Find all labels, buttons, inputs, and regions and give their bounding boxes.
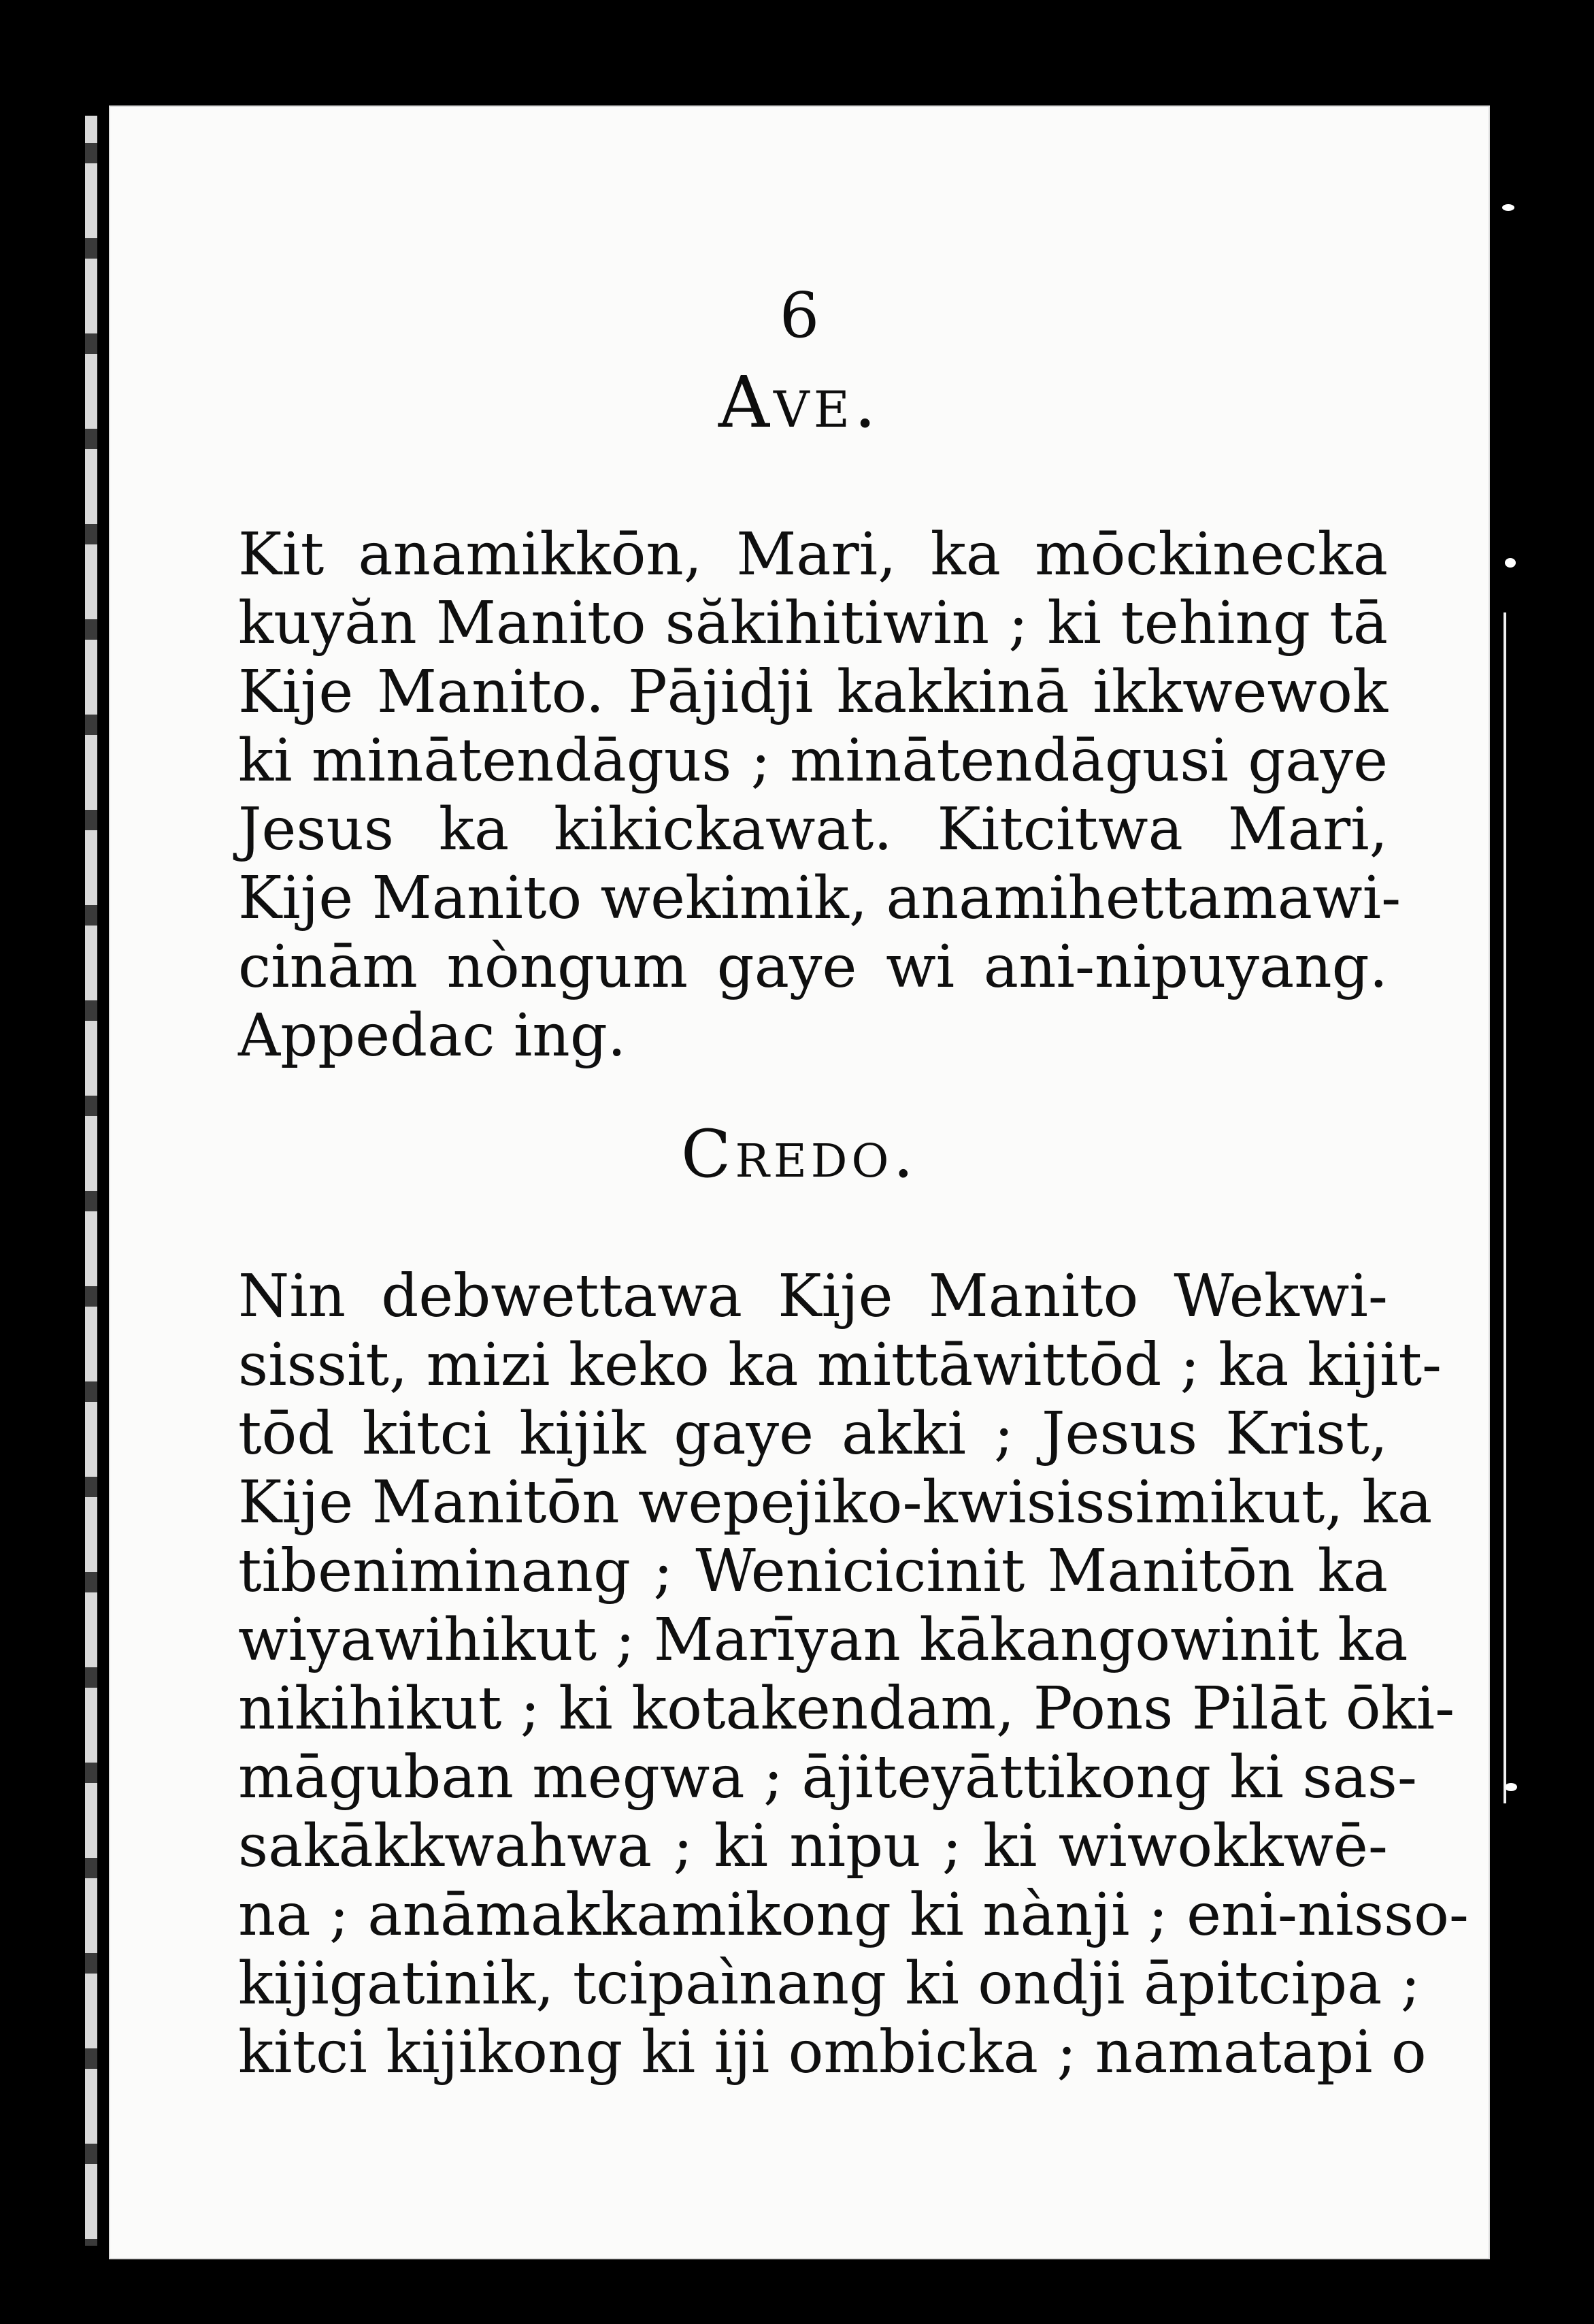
text-line: Kije Manitōn wepejiko-kwisissimikut, ka <box>238 1469 1433 1537</box>
text-line: Kije Manito wekimik, anamihettamawi- <box>238 864 1401 932</box>
book-page <box>109 105 1490 2259</box>
text-line: Nin debwettawa Kije Manito Wekwi- <box>238 1262 1388 1330</box>
text-line: na ; anāmakkamikong ki nànji ; eni-nisso- <box>238 1881 1469 1949</box>
text-line: nikihikut ; ki kotakendam, Pons Pilāt ōki- <box>238 1675 1455 1743</box>
text-line: Jesus ka kikickawat. Kitcitwa Mari, <box>238 796 1388 864</box>
text-line: wiyawihikut ; Marīyan kākangowinit ka <box>238 1606 1408 1674</box>
text-line: tibeniminang ; Wenicicinit Manitōn ka <box>238 1537 1388 1605</box>
print-speck <box>1502 204 1514 211</box>
text-line: māguban megwa ; ājiteyāttikong ki sas- <box>238 1744 1417 1812</box>
text-line: Appedac ing. <box>238 1002 627 1070</box>
text-line: sissit, mizi keko ka mittāwittōd ; ka kijit- <box>238 1331 1442 1399</box>
print-speck <box>1505 558 1516 568</box>
page-number: 6 <box>779 279 820 352</box>
ave-paragraph <box>238 521 1401 1070</box>
book-binding-edge <box>85 116 97 2246</box>
text-line: tōd kitci kijik gaye akki ; Jesus Krist, <box>238 1400 1388 1468</box>
text-line: kijigatinik, tcipaìnang ki ondji āpitcipa ; <box>238 1950 1421 2018</box>
credo-heading: Credo. <box>681 1116 918 1192</box>
credo-paragraph <box>238 1262 1469 2087</box>
page-edge-rule <box>1504 612 1506 1803</box>
text-line: kitci kijikong ki iji ombicka ; namatapi o <box>238 2018 1427 2086</box>
text-line: kuyăn Manito săkihitiwin ; ki tehing tā <box>238 589 1388 657</box>
text-line: Kit anamikkōn, Mari, ka mōckinecka <box>238 521 1388 589</box>
text-line: cinām nòngum gaye wi ani-nipuyang. <box>238 933 1388 1001</box>
print-speck <box>1505 1783 1517 1791</box>
text-line: ki minātendāgus ; minātendāgusi gaye <box>238 727 1388 795</box>
ave-heading: Ave. <box>718 361 881 444</box>
text-line: sakākkwahwa ; ki nipu ; ki wiwokkwē- <box>238 1812 1388 1880</box>
text-line: Kije Manito. Pājidji kakkinā ikkwewok <box>238 658 1388 726</box>
